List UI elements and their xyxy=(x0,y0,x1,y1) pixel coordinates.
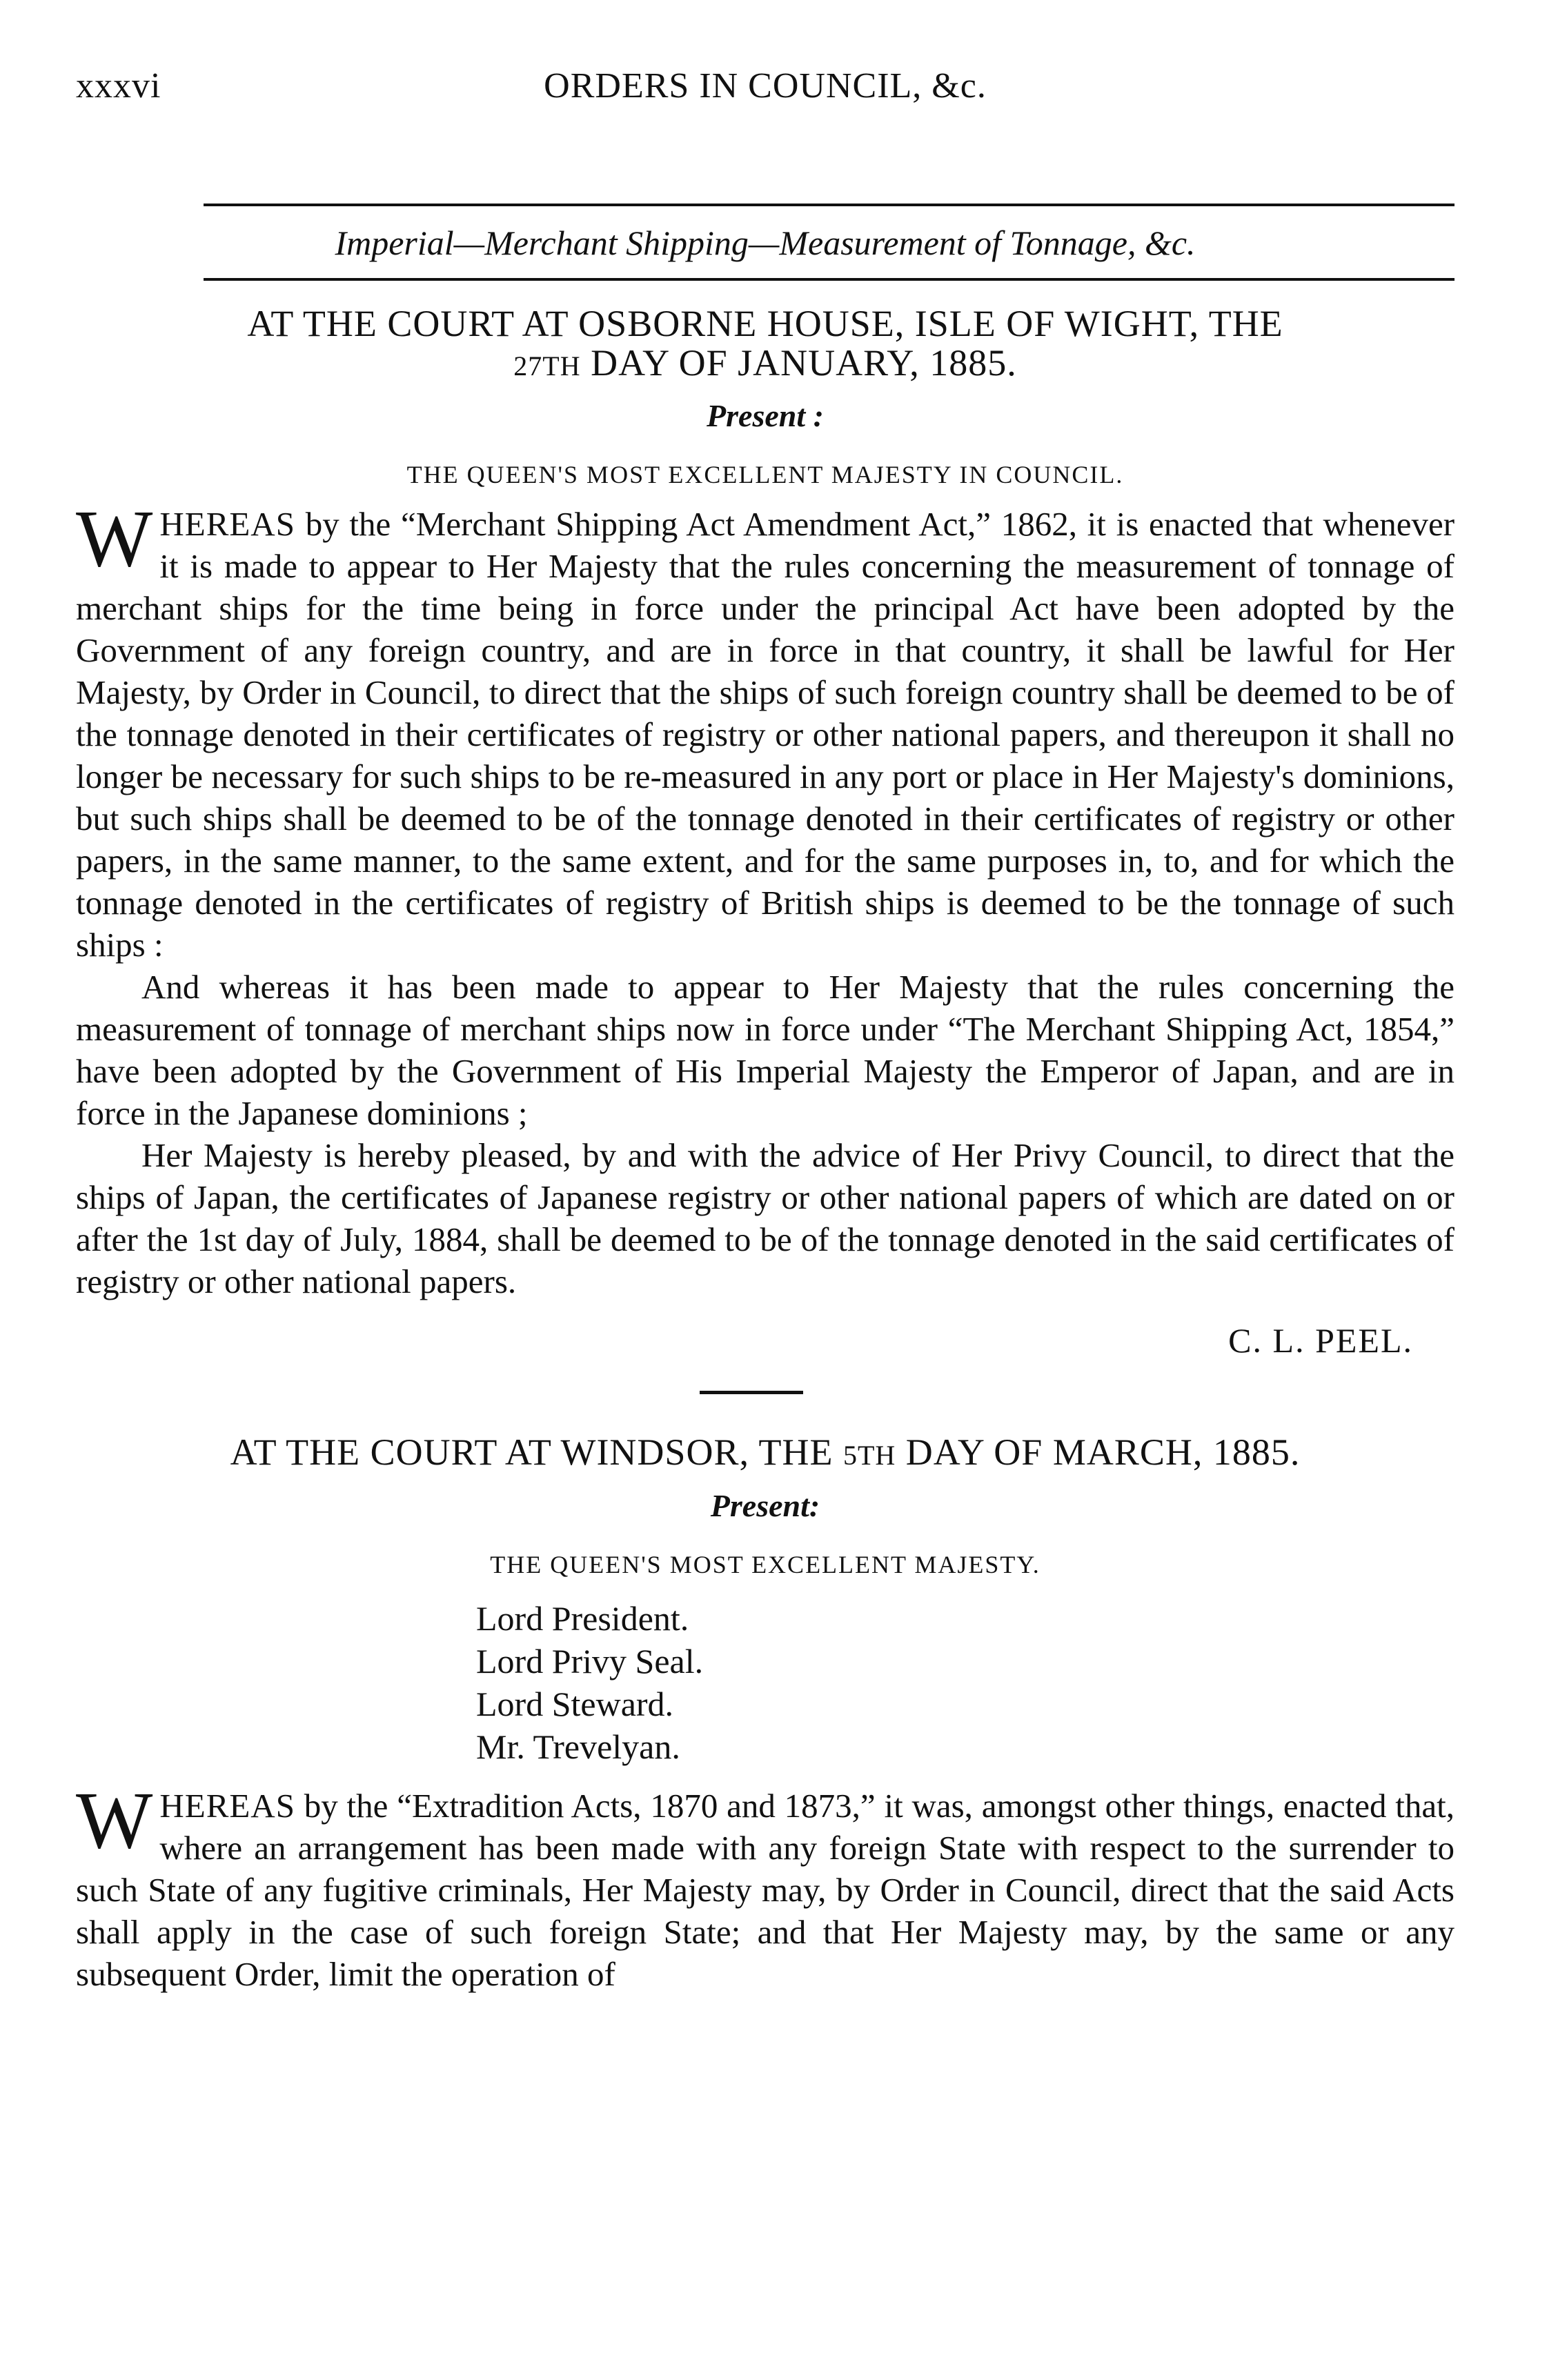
court-heading xyxy=(76,1433,1455,1472)
attendee: Lord Privy Seal. xyxy=(476,1642,704,1681)
lead-word: HEREAS xyxy=(159,505,295,544)
majesty-line: THE QUEEN'S MOST EXCELLENT MAJESTY. xyxy=(490,1551,1041,1579)
court-heading-prefix: AT THE COURT AT WINDSOR, THE xyxy=(230,1431,834,1474)
order-paragraph: And whereas it has been made to appear to Her Majesty that the rules concerning the measurement of tonnage of merchant ships now in force under “The Merchant Shipping Act, 1854,” have been adopted by the Government of His Imperial Majesty the Emperor of Japan, and are in force in the Japanese dominions ; xyxy=(76,968,1455,1133)
drop-cap: W xyxy=(76,493,153,584)
signature: C. L. PEEL. xyxy=(1228,1321,1413,1360)
court-heading xyxy=(76,304,1455,382)
section-subhead: Imperial—Merchant Shipping—Measurement of Tonnage, &c. xyxy=(335,224,1196,262)
running-head xyxy=(76,66,1455,114)
court-date-rest: DAY OF JANUARY, 1885. xyxy=(591,341,1017,384)
drop-cap: W xyxy=(76,1775,153,1866)
court-day: 5TH xyxy=(842,1440,896,1471)
attendee: Mr. Trevelyan. xyxy=(476,1727,680,1767)
attendee: Lord President. xyxy=(476,1599,689,1638)
page-folio: xxxvi xyxy=(76,66,161,106)
order-osborne xyxy=(76,304,1455,1360)
attendee: Lord Steward. xyxy=(476,1685,674,1724)
section-separator xyxy=(700,1391,803,1394)
court-date-rest: DAY OF MARCH, 1885. xyxy=(905,1431,1301,1474)
header-rule-bottom xyxy=(204,278,1455,281)
order-paragraph: Her Majesty is hereby pleased, by and with the advice of Her Privy Council, to direct that the ships of Japan, the certificates of Japanese registry or other national papers of which are dated on or after the 1st day of July, 1884, shall be deemed to be of the tonnage denoted in the said certificates of registry or other national papers. xyxy=(76,1136,1455,1301)
paragraph-text: by the “Extradition Acts, 1870 and 1873,” it was, amongst other things, enacted that, where an arrangement has been made with any foreign State with respect to the surrender to such State of any fugitive criminals, Her Majesty may, by Order in Council, direct that the said Acts shall apply in the case of such foreign State; and that Her Majesty may, by the same or any subsequent Order, limit the operation of xyxy=(76,1787,1455,1994)
order-paragraph xyxy=(76,1775,1455,1995)
order-windsor xyxy=(76,1433,1455,1995)
court-heading-line1: AT THE COURT AT OSBORNE HOUSE, ISLE OF WIGHT, THE xyxy=(247,303,1283,344)
lead-word: HEREAS xyxy=(159,1787,295,1825)
present-label: Present: xyxy=(710,1488,820,1524)
court-day: 27TH xyxy=(513,350,581,381)
order-paragraph xyxy=(76,493,1455,966)
court-heading-line2 xyxy=(76,341,1455,384)
majesty-in-council: THE QUEEN'S MOST EXCELLENT MAJESTY IN COUNCIL. xyxy=(406,461,1124,489)
paragraph-text: by the “Merchant Shipping Act Amendment Act,” 1862, it is enacted that whenever it is made to appear to Her Majesty that the rules concerning the measurement of tonnage of merchant ships for the time being in force under the principal Act have been adopted by the Government of any foreign country, and are in force in that country, it shall be lawful for Her Majesty, by Order in Council, to direct that the ships of such foreign country shall be deemed to be of the tonnage denoted in their certificates of registry or other national papers, and thereupon it shall no longer be necessary for such ships to be re-measured in any port or place in Her Majesty's dominions, but such ships shall be deemed to be of the tonnage denoted in their certificates of registry or other papers, in the same manner, to the same extent, and for the same purposes in, to, and for which the tonnage denoted in the certificates of registry of British ships is deemed to be the tonnage of such ships : xyxy=(76,505,1455,964)
present-label: Present : xyxy=(707,398,824,434)
attendee-list xyxy=(476,1597,1455,1768)
running-title: ORDERS IN COUNCIL, &c. xyxy=(544,66,987,106)
